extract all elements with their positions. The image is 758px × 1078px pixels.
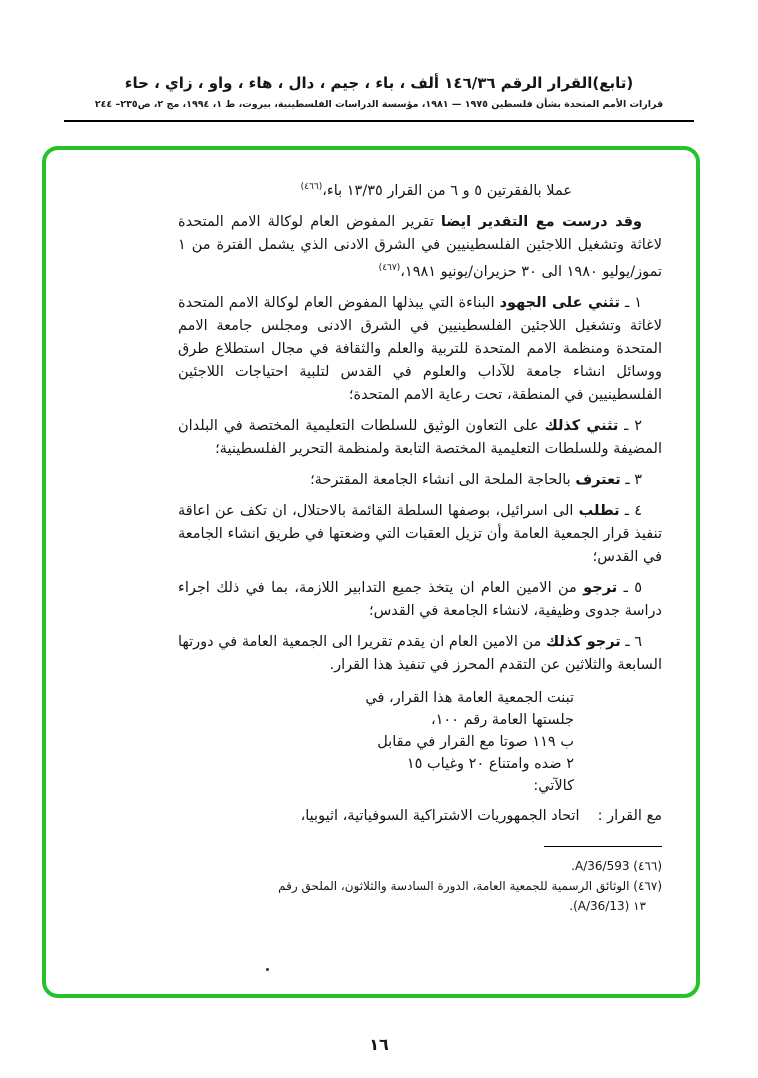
operative-paragraph-1 (178, 292, 662, 407)
operative-paragraph-4 (178, 500, 662, 569)
vote-countries: اتحاد الجمهوريات الاشتراكية السوفياتية، اثيوبيا، (300, 807, 580, 824)
adoption-note (178, 687, 574, 797)
footnote-466: (٤٦٦) A/36/593. (571, 859, 662, 873)
adoption-line: تبنت الجمعية العامة هذا القرار، في (365, 689, 574, 706)
adoption-line: ب ١١٩ صوتا مع القرار في مقابل (377, 733, 574, 750)
document-header (0, 0, 758, 122)
operative-paragraph-2 (178, 415, 662, 461)
operative-paragraph-5 (178, 577, 662, 623)
footnote-467-line-2: ١٣ (A/36/13). (569, 899, 646, 913)
operative-paragraph-6 (178, 631, 662, 677)
footnote-ref-466: (٤٦٦) (300, 182, 323, 192)
footnote-divider (544, 846, 662, 847)
preamble-text: تقرير المفوض العام لوكالة الامم المتحدة لاغاثة وتشغيل اللاجئين الفلسطينيين في الشرق الادنى الذي يشمل الفترة من ١ تموز/يوليو ١٩٨٠ الى ٣٠ حزيران/يونيو ١٩٨١، (178, 213, 662, 280)
vote-in-favour-line (178, 805, 662, 828)
header-divider (64, 120, 694, 122)
paragraph-number: ٦ ـ (625, 633, 643, 650)
preamble-lead: وقد درست مع التقدير ايضا (440, 213, 642, 230)
adoption-line: كالآتي: (533, 777, 574, 794)
paragraph-number: ١ ـ (624, 294, 643, 311)
footnotes-block (80, 846, 662, 916)
paragraph-text: الى اسرائيل، بوصفها السلطة القائمة بالاحتلال، ان تكف عن اعاقة تنفيذ قرار الجمعية العامة وأن تزيل العقبات التي وضعتها في طريق انشاء الجامعة في القدس؛ (178, 502, 662, 565)
paragraph-text: من الامين العام ان يتخذ جميع التدابير اللازمة، بما في ذلك اجراء دراسة جدوى وظيفية، لانشاء الجامعة في القدس؛ (178, 579, 662, 619)
paragraph-number: ٢ ـ (624, 417, 643, 434)
paragraph-number: ٣ ـ (625, 471, 642, 488)
operative-verb: ترجو (583, 579, 618, 596)
paragraph-number: ٥ ـ (623, 579, 643, 596)
footnote-ref-467: (٤٦٧) (378, 262, 401, 273)
footnote-467-line-1: (٤٦٧) الوثائق الرسمية للجمعية العامة، الدورة السادسة والثلاثون، الملحق رقم (278, 879, 662, 893)
operative-paragraph-3 (178, 469, 662, 492)
adoption-line: جلستها العامة رقم ١٠٠، (430, 711, 574, 728)
resolution-title: (تابع)القرار الرقم ١٤٦/٣٦ ألف ، باء ، جيم ، دال ، هاء ، واو ، زاي ، حاء (124, 74, 634, 92)
adoption-line: ٢ ضده وامتناع ٢٠ وغياب ١٥ (406, 755, 574, 772)
page-footer (0, 1035, 758, 1054)
resolution-text-frame (42, 146, 700, 998)
ink-dot (266, 968, 269, 971)
operative-verb: تثني كذلك (544, 417, 619, 434)
resolution-body (46, 150, 696, 994)
paragraph-text: على التعاون الوثيق للسلطات التعليمية المختصة في البلدان المضيفة وللسلطات التعليمية المختصة التابعة ولمنظمة التحرير الفلسطينية؛ (178, 417, 662, 457)
paragraph-text: بالحاجة الملحة الى انشاء الجامعة المقترحة؛ (310, 471, 576, 488)
paragraph-text: من الامين العام ان يقدم تقريرا الى الجمعية العامة في دورتها السابعة والثلاثين عن التقدم المحرز في تنفيذ هذا القرار. (178, 633, 662, 673)
page-number: ١٦ (369, 1035, 389, 1054)
vote-label: مع القرار : (597, 807, 662, 824)
preamble-clause-1 (178, 176, 662, 203)
operative-verb: تعترف (575, 471, 621, 488)
operative-verb: تطلب (578, 502, 620, 519)
preamble-clause-2 (178, 211, 662, 284)
paragraph-text: البناءة التي يبذلها المفوض العام لوكالة الامم المتحدة لاغاثة وتشغيل اللاجئين الفلسطينيين في الشرق الادنى ومجلس جامعة الامم المتحدة ومنظمة الامم المتحدة للتربية والعلم والثقافة في مجال استطلاع طرق ووسائل انشاء جامعة للآداب والعلوم في القدس لتلبية احتياجات اللاجئين الفلسطينيين في المنطقة، تحت رعاية الامم المتحدة؛ (178, 294, 662, 403)
preamble-text: عملا بالفقرتين ٥ و ٦ من القرار ١٣/٣٥ باء، (322, 182, 572, 199)
paragraph-number: ٤ ـ (624, 502, 642, 519)
operative-verb: ترجو كذلك (545, 633, 621, 650)
operative-verb: تثني على الجهود (499, 294, 620, 311)
source-citation: قرارات الأمم المتحدة بشأن فلسطين ١٩٧٥ — ١٩٨١، مؤسسة الدراسات الفلسطينية، بيروت، ط ١، ١٩٩٤، مج ٢، ص٢٣٥– ٢٤٤ (94, 99, 664, 110)
